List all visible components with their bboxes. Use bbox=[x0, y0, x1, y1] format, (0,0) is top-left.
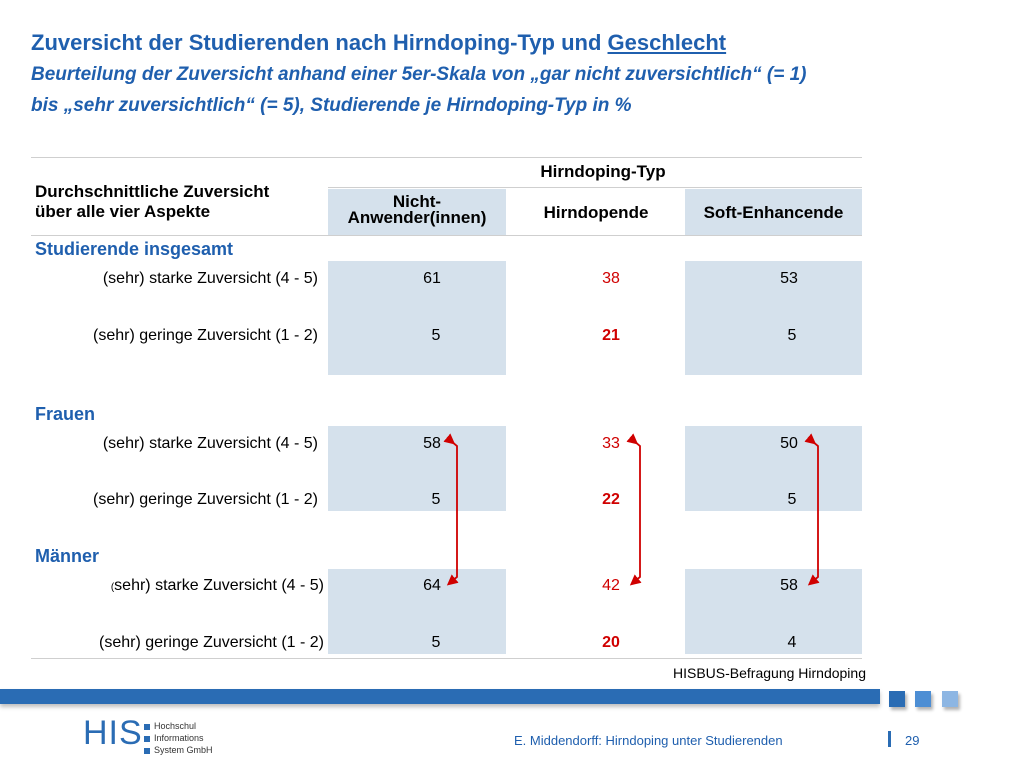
row-label: (sehr) starke Zuversicht (4 - 5) bbox=[102, 270, 318, 287]
section-label-frauen: Frauen bbox=[35, 404, 96, 424]
row-label: (sehr) starke Zuversicht (4 - 5) bbox=[102, 435, 318, 452]
value-cell: 21 bbox=[602, 327, 620, 344]
row-label: (sehr) geringe Zuversicht (1 - 2) bbox=[99, 634, 324, 651]
footer-separator bbox=[888, 731, 891, 747]
value-cell: 58 bbox=[780, 577, 798, 594]
value-cell: 61 bbox=[423, 270, 441, 287]
value-cell: 20 bbox=[602, 634, 620, 651]
logo-square bbox=[144, 748, 150, 754]
value-cell: 50 bbox=[780, 435, 798, 452]
value-cell: 38 bbox=[602, 270, 620, 287]
value-cell: 5 bbox=[431, 491, 441, 508]
logo-line-1: Hochschul bbox=[154, 721, 197, 731]
subtitle-line-2: bis „sehr zuversichtlich“ (= 5), Studierende je Hirndoping-Typ in % bbox=[31, 95, 632, 116]
value-cell: 53 bbox=[780, 270, 798, 287]
col-header-anwender: Anwender(innen) bbox=[347, 208, 487, 227]
arrow-soft-enhancende bbox=[812, 441, 818, 582]
row-label-text: sehr) starke Zuversicht (4 - 5) bbox=[114, 577, 324, 594]
logo-line-2: Informations bbox=[154, 733, 204, 743]
value-cell: 5 bbox=[431, 327, 441, 344]
value-cell: 5 bbox=[431, 634, 441, 651]
footer-square-3 bbox=[942, 691, 958, 707]
row-header-line-2: über alle vier Aspekte bbox=[35, 202, 211, 221]
footer-text: E. Middendorff: Hirndoping unter Studierenden bbox=[514, 733, 783, 748]
row-label: (sehr) geringe Zuversicht (1 - 2) bbox=[93, 491, 318, 508]
col-header-nicht: Nicht- bbox=[392, 192, 442, 211]
value-cell: 42 bbox=[602, 577, 620, 594]
arrow-hirndopende bbox=[634, 441, 640, 582]
row-header-line-1: Durchschnittliche Zuversicht bbox=[35, 182, 270, 201]
source-note: HISBUS-Befragung Hirndoping bbox=[673, 665, 866, 681]
subtitle-line-1: Beurteilung der Zuversicht anhand einer 5er-Skala von „gar nicht zuversichtlich“ (= 1) bbox=[31, 64, 807, 85]
value-cell: 4 bbox=[787, 634, 797, 651]
section-label-insgesamt: Studierende insgesamt bbox=[35, 239, 234, 259]
footer-square-1 bbox=[889, 691, 905, 707]
his-logo: HIS bbox=[83, 714, 143, 752]
row-label-prefix: ( bbox=[110, 582, 115, 593]
col-header-hirndopende: Hirndopende bbox=[543, 203, 649, 222]
arrow-nicht-anwender bbox=[451, 441, 457, 582]
value-cell: 58 bbox=[423, 435, 441, 452]
col-header-soft-enhancende: Soft-Enhancende bbox=[703, 203, 844, 222]
logo-square bbox=[144, 736, 150, 742]
value-cell: 5 bbox=[787, 491, 797, 508]
page-number: 29 bbox=[905, 733, 920, 748]
logo-square bbox=[144, 724, 150, 730]
title-underlined: Geschlecht bbox=[607, 30, 727, 55]
group-header: Hirndoping-Typ bbox=[540, 162, 666, 181]
section-label-maenner: Männer bbox=[35, 546, 100, 566]
value-cell: 5 bbox=[787, 327, 797, 344]
row-label: (sehr) geringe Zuversicht (1 - 2) bbox=[93, 327, 318, 344]
title-text: Zuversicht der Studierenden nach Hirndoping-Typ und bbox=[31, 30, 608, 55]
footer-square-2 bbox=[915, 691, 931, 707]
value-cell: 22 bbox=[602, 491, 620, 508]
value-cell: 33 bbox=[602, 435, 620, 452]
value-cell: 64 bbox=[423, 577, 441, 594]
logo-line-3: System GmbH bbox=[154, 745, 213, 755]
footer-bar bbox=[0, 689, 880, 704]
